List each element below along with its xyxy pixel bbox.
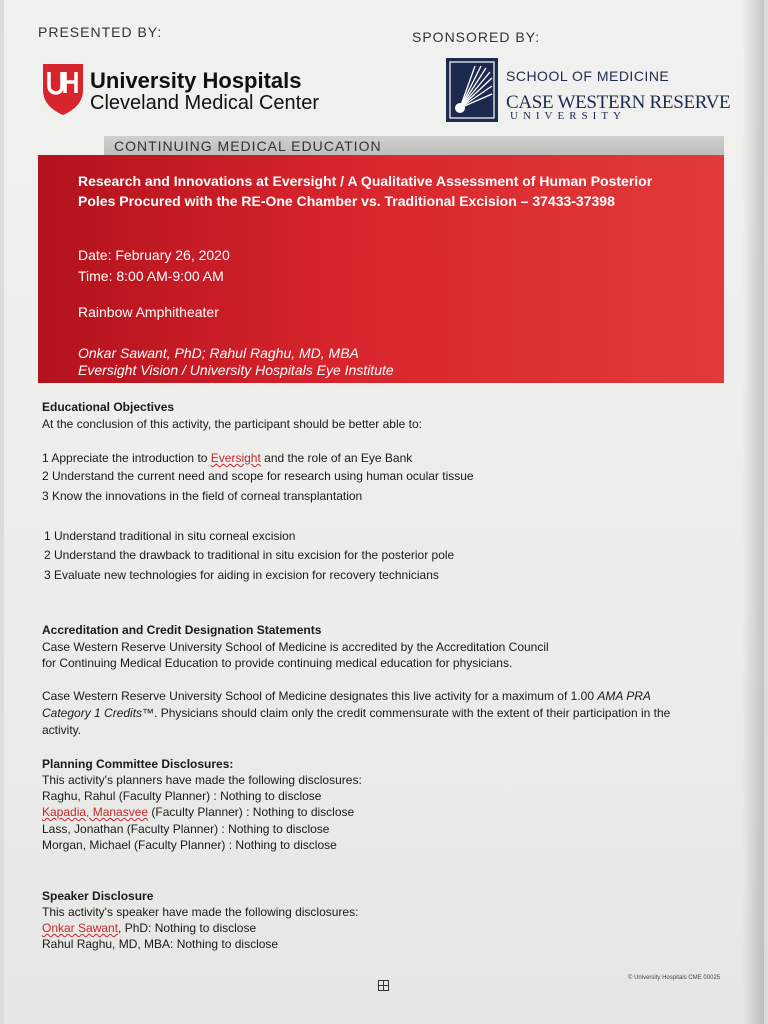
cwru-school-label: SCHOOL OF MEDICINE: [506, 68, 670, 84]
accreditation-text: for Continuing Medical Education to provide continuing medical education for physicians.: [42, 656, 513, 670]
planner-disclosure: Raghu, Rahul (Faculty Planner) : Nothing to disclose: [42, 789, 322, 803]
planner-disclosure: Morgan, Michael (Faculty Planner) : Nothing to disclose: [42, 838, 337, 852]
event-title: Research and Innovations at Eversight / A Qualitative Assessment of Human Posterior Poles Procured with the RE-One Chamber vs. Traditional Excision – 37433-37398: [78, 173, 653, 209]
document-page: [4, 0, 764, 1024]
spellcheck-word: Kapadia, Manasvee: [42, 805, 149, 819]
presented-by-label: PRESENTED BY:: [38, 24, 163, 40]
event-banner: [38, 155, 724, 383]
event-affiliation: Eversight Vision / University Hospitals Eye Institute: [78, 362, 394, 378]
cwru-name-label: CASE WESTERN RESERVE: [506, 92, 731, 113]
cme-label: CONTINUING MEDICAL EDUCATION: [114, 138, 382, 154]
speaker-intro: This activity's speaker have made the following disclosures:: [42, 905, 359, 919]
speaker-disclosure: Onkar Sawant, PhD: Nothing to disclose: [42, 921, 257, 935]
cwru-seal-icon: [446, 58, 498, 122]
accreditation-text: Case Western Reserve University School of Medicine is accredited by the Accreditation Council: [42, 640, 549, 654]
objective-item: 3 Evaluate new technologies for aiding in excision for recovery technicians: [44, 568, 439, 582]
uh-name-line2: Cleveland Medical Center: [90, 92, 320, 114]
spellcheck-word: Onkar Sawant: [42, 921, 119, 935]
credit-text: Case Western Reserve University School of Medicine designates this live activity for a maximum of 1.00 AMA PRA: [42, 689, 651, 703]
event-speakers: Onkar Sawant, PhD; Rahul Raghu, MD, MBA: [78, 345, 359, 361]
uh-logo-icon: [40, 60, 86, 116]
sponsored-by-label: SPONSORED BY:: [412, 29, 541, 45]
page-move-icon[interactable]: [378, 980, 389, 991]
event-date: Date: February 26, 2020: [78, 247, 230, 263]
event-time: Time: 8:00 AM-9:00 AM: [78, 268, 224, 284]
credit-text: activity.: [42, 723, 82, 737]
speaker-disclosure: Rahul Raghu, MD, MBA: Nothing to disclose: [42, 937, 279, 951]
planner-disclosure: Kapadia, Manasvee (Faculty Planner) : Nothing to disclose: [42, 805, 355, 819]
objectives-heading: Educational Objectives: [42, 400, 175, 414]
planning-heading: Planning Committee Disclosures:: [42, 757, 234, 771]
objective-item: 2 Understand the current need and scope for research using human ocular tissue: [42, 469, 474, 483]
uh-name-line1: University Hospitals: [90, 68, 302, 93]
spellcheck-word: Eversight: [210, 451, 261, 465]
objective-item: 1 Understand traditional in situ corneal excision: [44, 529, 296, 543]
event-venue: Rainbow Amphitheater: [78, 304, 219, 320]
page-edge-shadow: [742, 0, 764, 1024]
objective-item: 2 Understand the drawback to traditional in situ excision for the posterior pole: [44, 548, 455, 562]
objectives-intro: At the conclusion of this activity, the participant should be better able to:: [42, 417, 422, 431]
planning-intro: This activity's planners have made the following disclosures:: [42, 773, 362, 787]
objective-item: 3 Know the innovations in the field of corneal transplantation: [42, 489, 363, 503]
planner-disclosure: Lass, Jonathan (Faculty Planner) : Nothing to disclose: [42, 822, 330, 836]
accreditation-heading: Accreditation and Credit Designation Statements: [42, 623, 322, 637]
credit-text: Category 1 Credits™. Physicians should claim only the credit commensurate with the extent of their participation in the: [42, 706, 671, 720]
cwru-university-label: UNIVERSITY: [510, 110, 626, 122]
objective-item: 1 Appreciate the introduction to Eversight and the role of an Eye Bank: [42, 451, 413, 465]
footer-text: © University Hospitals CME 00025: [628, 975, 721, 981]
speaker-heading: Speaker Disclosure: [42, 889, 154, 903]
